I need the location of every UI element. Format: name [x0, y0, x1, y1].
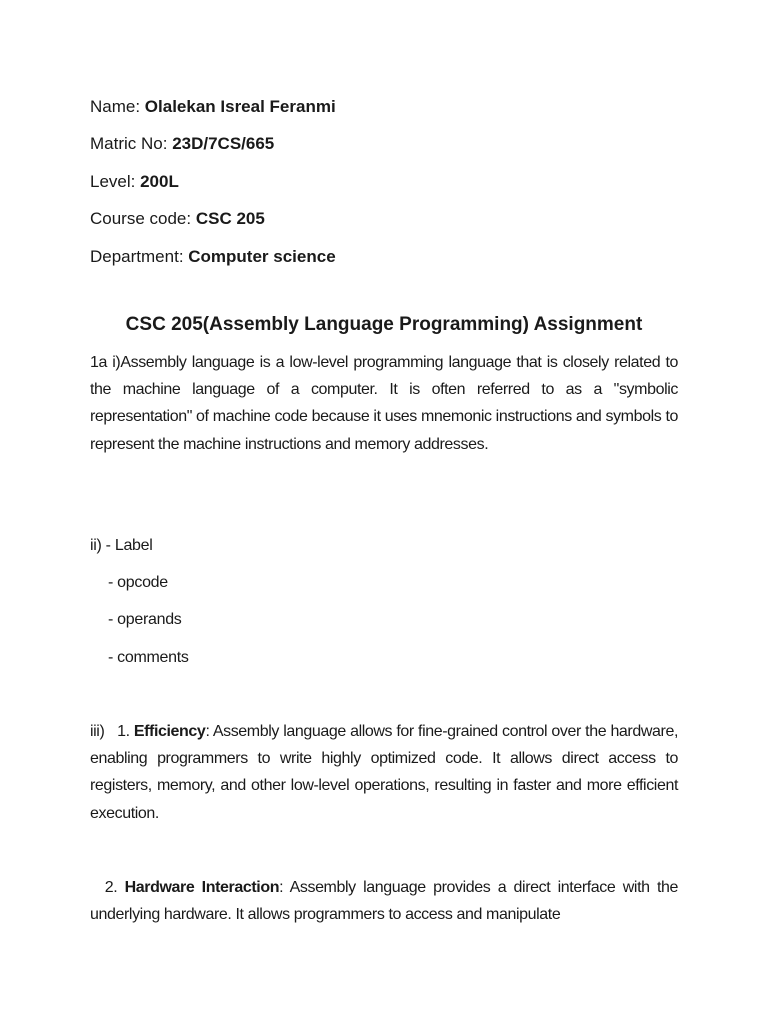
- answer-1a-iii-point-2: [90, 874, 683, 928]
- answer-1a-iii-point-1: [90, 718, 683, 827]
- point-1-term: Efficiency: [133, 723, 206, 740]
- dept-value: Computer science: [188, 247, 336, 266]
- dept-label: Department:: [90, 247, 189, 266]
- course-code: [90, 209, 265, 229]
- point-2-term: Hardware Interaction: [124, 879, 280, 896]
- point-1-text: : Assembly language allows for fine-grained control over the hardware, enabling programmers to write highly optimized code. It allows direct access to registers, memory, and other low-level operations, resulting in faster and more efficient execution.: [90, 723, 683, 822]
- matric-label: Matric No:: [90, 134, 173, 153]
- level-label: Level:: [90, 172, 141, 191]
- assignment-title: CSC 205(Assembly Language Programming) Assignment: [125, 314, 643, 335]
- answer-1a-ii-item: - opcode: [108, 574, 168, 591]
- student-name: [90, 97, 336, 117]
- answer-1a-i: 1a i)Assembly language is a low-level programming language that is closely related to the machine language of a computer. It is often referred to as a "symbolic representation" of machine code because it uses mnemonic instructions and symbols to represent the machine instructions and memory addresses.: [90, 354, 678, 453]
- matric-value: 23D/7CS/665: [172, 134, 275, 153]
- department: [90, 247, 336, 267]
- matric-number: [90, 134, 274, 154]
- point-1-prefix: iii) 1.: [90, 723, 134, 740]
- name-label: Name:: [90, 97, 145, 116]
- course-label: Course code:: [90, 209, 196, 228]
- point-2-text: : Assembly language provides a direct interface with the underlying hardware. It allows programmers to access and manipulate: [90, 879, 683, 924]
- name-value: Olalekan Isreal Feranmi: [144, 97, 336, 116]
- course-value: CSC 205: [195, 209, 265, 228]
- answer-1a-ii-first: ii) - Label: [90, 537, 153, 554]
- level-value: 200L: [140, 172, 179, 191]
- point-2-prefix: 2.: [90, 879, 125, 896]
- student-level: [90, 172, 179, 192]
- answer-1a-ii-item: - comments: [108, 649, 189, 666]
- answer-1a-ii-item: - operands: [108, 611, 182, 628]
